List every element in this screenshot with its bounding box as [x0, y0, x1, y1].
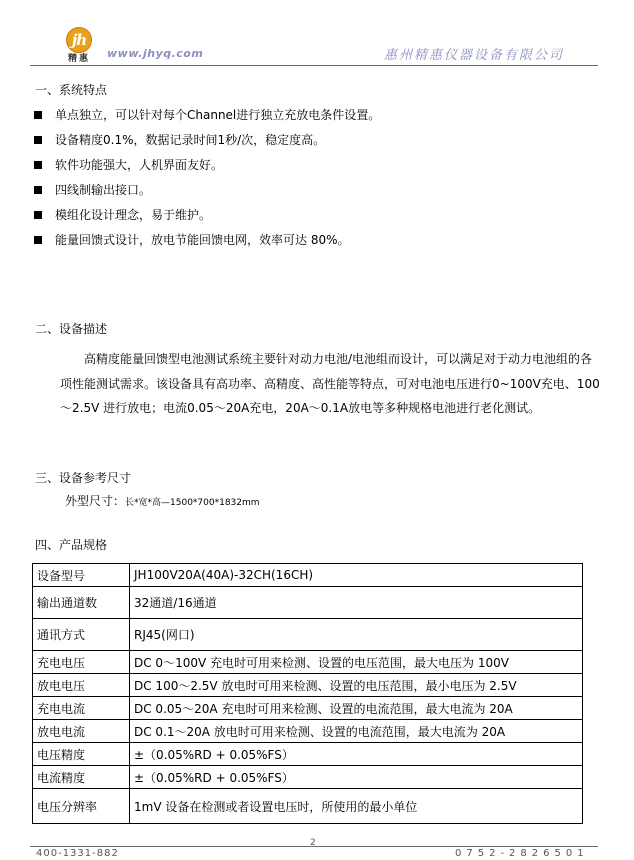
- footer-phone: 0752-2826501: [455, 848, 589, 859]
- dimensions-line: [65, 492, 260, 509]
- spec-value: DC 0.1～20A 放电时可用来检测、设置的电流范围，最大电流为 20A: [130, 720, 583, 743]
- footer-divider: [30, 846, 598, 847]
- bullet-square-icon: [34, 186, 42, 194]
- company-logo: [66, 27, 92, 53]
- table-row: [33, 651, 583, 674]
- spec-key: 电压分辨率: [33, 789, 130, 824]
- header-divider: [30, 65, 598, 66]
- spec-value: DC 0～100V 充电时可用来检测、设置的电压范围，最大电压为 100V: [130, 651, 583, 674]
- bullet-square-icon: [34, 211, 42, 219]
- spec-table: [32, 563, 583, 824]
- table-row: [33, 720, 583, 743]
- logo-chinese-name: 精惠: [68, 54, 91, 64]
- company-name: 惠州精惠仪器设备有限公司: [384, 48, 565, 63]
- spec-value: ±（0.05%RD + 0.05%FS）: [130, 743, 583, 766]
- dimensions-label: 外型尺寸：: [65, 494, 126, 508]
- feature-item: 软件功能强大，人机界面友好。: [34, 156, 223, 173]
- table-row: [33, 587, 583, 619]
- spec-value: JH100V20A(40A)-32CH(16CH): [130, 564, 583, 587]
- spec-value: RJ45(网口): [130, 619, 583, 651]
- bullet-square-icon: [34, 236, 42, 244]
- spec-value: DC 100～2.5V 放电时可用来检测、设置的电压范围，最小电压为 2.5V: [130, 674, 583, 697]
- table-row: [33, 789, 583, 824]
- website-url: www.jhyq.com: [107, 47, 204, 60]
- dimensions-value: 长*宽*高—1500*700*1832mm: [125, 498, 260, 508]
- spec-key: 放电电压: [33, 674, 130, 697]
- page-number: 2: [310, 838, 316, 848]
- spec-value: DC 0.05～20A 充电时可用来检测、设置的电流范围，最大电流为 20A: [130, 697, 583, 720]
- spec-key: 设备型号: [33, 564, 130, 587]
- spec-key: 放电电流: [33, 720, 130, 743]
- feature-item: 能量回馈式设计，放电节能回馈电网，效率可达 80%。: [34, 231, 350, 248]
- section-title-features: 一、系统特点: [35, 83, 108, 97]
- spec-value: 32通道/16通道: [130, 587, 583, 619]
- bullet-square-icon: [34, 111, 42, 119]
- section-title-spec: 四、产品规格: [35, 538, 108, 552]
- section-title-description: 二、设备描述: [35, 322, 108, 336]
- feature-item: 设备精度0.1%，数据记录时间1秒/次，稳定度高。: [34, 131, 325, 148]
- feature-item: 四线制输出接口。: [34, 181, 151, 198]
- spec-key: 电流精度: [33, 766, 130, 789]
- table-row: [33, 564, 583, 587]
- spec-value: ±（0.05%RD + 0.05%FS）: [130, 766, 583, 789]
- page-header: [0, 0, 634, 70]
- spec-key: 通讯方式: [33, 619, 130, 651]
- spec-key: 充电电压: [33, 651, 130, 674]
- feature-item: 单点独立，可以针对每个Channel进行独立充放电条件设置。: [34, 106, 380, 123]
- logo-letters: jh: [71, 31, 87, 49]
- spec-key: 充电电流: [33, 697, 130, 720]
- description-paragraph: 高精度能量回馈型电池测试系统主要针对动力电池/电池组而设计，可以满足对于动力电池组的各项性能测试需求。该设备具有高功率、高精度、高性能等特点，可对电池电压进行0~100V充电、100～2.5V 进行放电；电流0.05～20A充电，20A～0.1A放电等多种规格电池进行老化测试。: [60, 352, 600, 415]
- bullet-square-icon: [34, 161, 42, 169]
- feature-item: 模组化设计理念，易于维护。: [34, 206, 211, 223]
- table-row: [33, 674, 583, 697]
- table-row: [33, 619, 583, 651]
- spec-value: 1mV 设备在检测或者设置电压时，所使用的最小单位: [130, 789, 583, 824]
- bullet-square-icon: [34, 136, 42, 144]
- table-row: [33, 743, 583, 766]
- table-row: [33, 766, 583, 789]
- table-row: [33, 697, 583, 720]
- spec-key: 输出通道数: [33, 587, 130, 619]
- footer-hotline: 400-1331-882: [36, 848, 119, 859]
- spec-key: 电压精度: [33, 743, 130, 766]
- section-title-size: 三、设备参考尺寸: [35, 471, 132, 485]
